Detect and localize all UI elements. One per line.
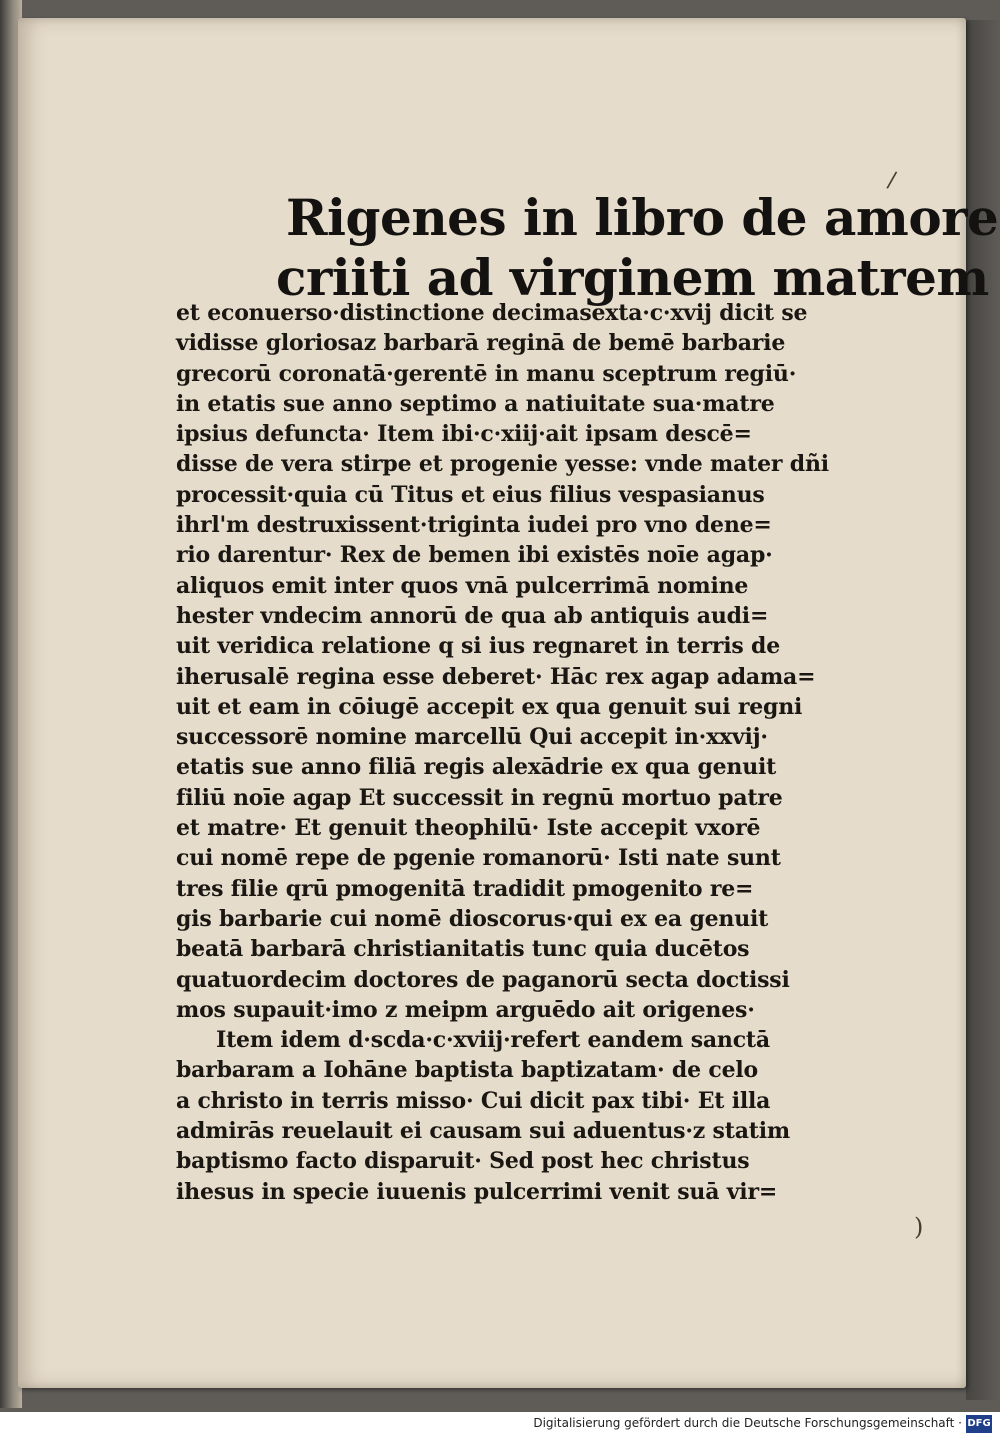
body-text bbox=[176, 298, 829, 1207]
heading-line-1: Rigenes in libro de amore bbox=[286, 188, 999, 247]
text-line: aliquos emit inter quos vnā pulcerrimā nomine bbox=[176, 572, 749, 599]
text-line: processit·quia cū Titus et eius filius vespasianus bbox=[176, 481, 765, 508]
funding-credit: Digitalisierung gefördert durch die Deutsche Forschungsgemeinschaft · bbox=[533, 1416, 962, 1430]
text-line: tres filie qrū pmogenitā tradidit pmogenito re= bbox=[176, 875, 754, 902]
dfg-logo: DFG bbox=[966, 1415, 992, 1433]
text-line: grecorū coronatā·gerentē in manu sceptrum regiū· bbox=[176, 360, 797, 387]
text-line: iherusalē regina esse deberet· Hāc rex agap adama= bbox=[176, 663, 816, 690]
text-line: cui nomē repe de pgenie romanorū· Isti nate sunt bbox=[176, 845, 781, 872]
text-line: successorē nomine marcellū Qui accepit in·xxvij· bbox=[176, 724, 768, 751]
text-line: ihesus in specie iuuenis pulcerrimi venit suā vir= bbox=[176, 1178, 778, 1205]
book-page bbox=[18, 18, 999, 1388]
text-line: a christo in terris misso· Cui dicit pax tibi· Et illa bbox=[176, 1087, 771, 1114]
text-line: quatuordecim doctores de paganorū secta doctissi bbox=[176, 966, 790, 993]
text-line: beatā barbarā christianitatis tunc quia ducētos bbox=[176, 936, 750, 963]
text-line: rio darentur· Rex de bemen ibi existēs noīe agap· bbox=[176, 542, 773, 569]
text-line: baptismo facto disparuit· Sed post hec christus bbox=[176, 1148, 750, 1175]
text-line: barbaram a Iohāne baptista baptizatam· de celo bbox=[176, 1057, 758, 1084]
text-line: disse de vera stirpe et progenie yesse: vnde mater dñi bbox=[176, 451, 829, 478]
text-line: et matre· Et genuit theophilū· Iste accepit vxorē bbox=[176, 815, 761, 842]
text-line: etatis sue anno filiā regis alexādrie ex qua genuit bbox=[176, 754, 777, 781]
text-line: admirās reuelauit ei causam sui aduentus·z statim bbox=[176, 1118, 790, 1145]
footer-bar bbox=[0, 1412, 1000, 1437]
text-line: gis barbarie cui nomē dioscorus·qui ex ea genuit bbox=[176, 905, 769, 932]
text-line: mos supauit·imo z meipm arguēdo ait origenes· bbox=[176, 996, 755, 1023]
text-line: ipsius defuncta· Item ibi·c·xiij·ait ipsam descē= bbox=[176, 421, 752, 448]
text-line: Item idem d·scda·c·xviij·refert eandem sanctā bbox=[216, 1027, 770, 1054]
text-line: uit veridica relatione q si ius regnaret in terris de bbox=[176, 633, 781, 660]
text-line: in etatis sue anno septimo a natiuitate sua·matre bbox=[176, 390, 775, 417]
text-line: vidisse gloriosaz barbarā reginā de bemē barbarie bbox=[176, 330, 786, 357]
text-line: hester vndecim annorū de qua ab antiquis audi= bbox=[176, 602, 769, 629]
margin-mark-bottom: ) bbox=[914, 1213, 924, 1241]
text-line: filiū noīe agap Et successit in regnū mortuo patre bbox=[176, 784, 783, 811]
heading-line-2: criiti ad virginem matrem bbox=[276, 248, 989, 307]
text-line: uit et eam in cōiugē accepit ex qua genuit sui regni bbox=[176, 693, 803, 720]
text-line: et econuerso·distinctione decimasexta·c·xvij dicit se bbox=[176, 300, 808, 326]
margin-mark-top: / bbox=[885, 167, 898, 194]
text-line: ihrl'm destruxissent·triginta iudei pro vno dene= bbox=[176, 512, 772, 539]
